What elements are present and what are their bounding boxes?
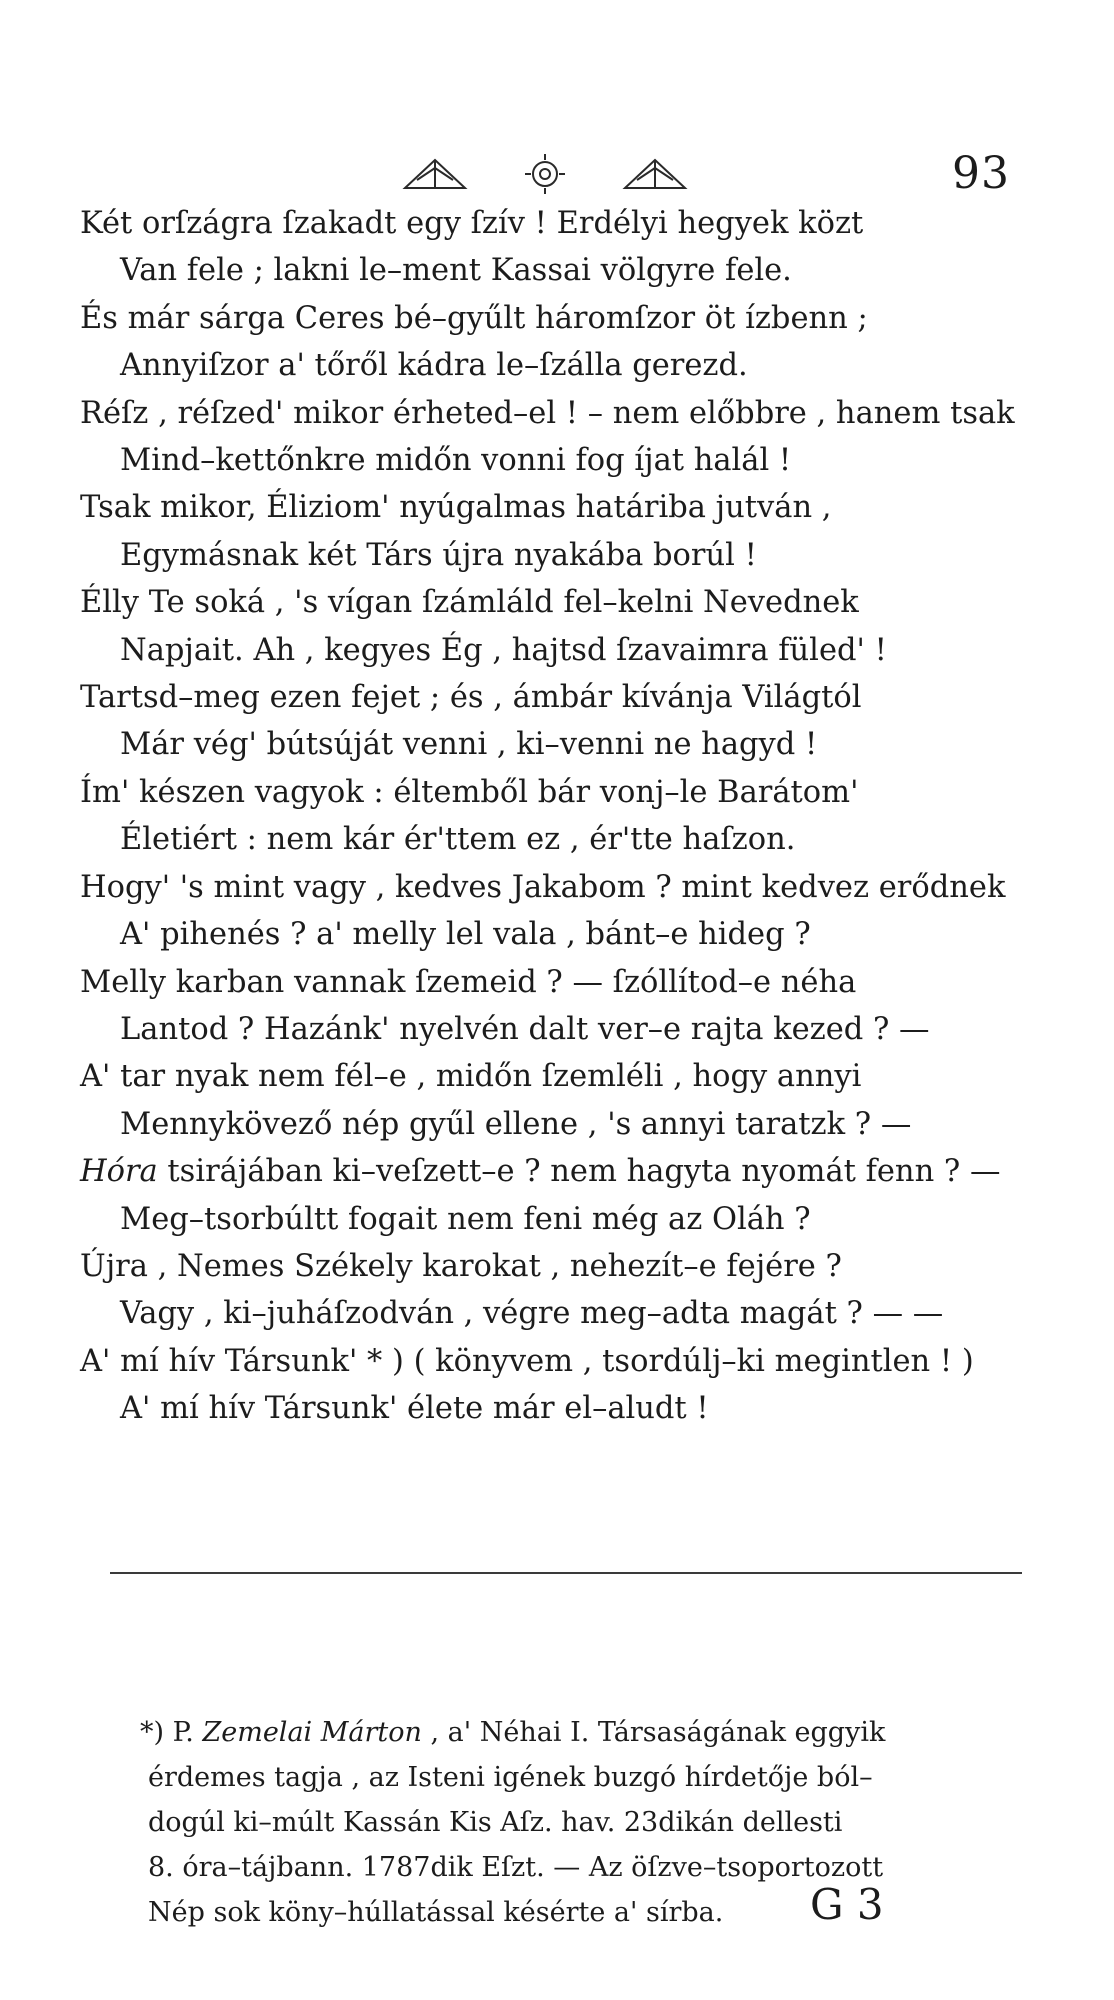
poem-line: Réſz , réſzed' mikor érheted–el ! – nem előbbre , hanem tsak [80, 395, 1015, 431]
poem-line: Élly Te soká , 's vígan ſzámláld fel–kelni Nevednek [80, 585, 859, 621]
poem-line: Hogy' 's mint vagy , kedves Jakabom ? mint kedvez erődnek [80, 869, 1006, 905]
poem-line: Annyiſzor a' tőről kádra le–ſzálla gerezd. [120, 348, 748, 384]
poem-line: Melly karban vannak ſzemeid ? — ſzóllítod–e néha [80, 964, 857, 1000]
poem-line: Van fele ; lakni le–ment Kassai völgyre fele. [120, 253, 792, 289]
poem-line: Tartsd–meg ezen fejet ; és , ámbár kívánja Világtól [80, 680, 862, 716]
poem-line: Meg–tsorbúltt fogait nem feni még az Oláh ? [120, 1201, 811, 1237]
poem-line: Életiért : nem kár ér'ttem ez , ér'tte haſzon. [120, 822, 796, 858]
footnote-line: érdemes tagja , az Isteni igének buzgó hírdetője ból– [148, 1762, 873, 1793]
footnote-line: Nép sok köny–húllatással késérte a' sírba. [148, 1897, 724, 1928]
poem-line: És már sárga Ceres bé–gyűlt háromſzor öt ízbenn ; [80, 300, 868, 336]
footnote-divider [110, 1572, 1022, 1574]
poem-line: Újra , Nemes Székely karokat , nehezít–e fejére ? [80, 1248, 842, 1284]
poem-line: Mennykövező nép gyűl ellene , 's annyi taratzk ? — [120, 1106, 912, 1142]
poem-body [80, 200, 1080, 1433]
poem-line: Hóra tsirájában ki–veſzett–e ? nem hagyta nyomát fenn ? — [80, 1154, 1001, 1190]
poem-line: A' mí hív Társunk' * ) ( könyvem , tsordúlj–ki megintlen ! ) [80, 1343, 974, 1379]
poem-line: Egymásnak két Társ újra nyakába borúl ! [120, 537, 757, 573]
poem-line: A' pihenés ? a' melly lel vala , bánt–e hideg ? [120, 917, 811, 953]
footnote [140, 1710, 1048, 1935]
poem-line: Vagy , ki–juháſzodván , végre meg–adta magát ? — — [120, 1296, 944, 1332]
poem-line: A' mí hív Társunk' élete már el–aludt ! [120, 1391, 709, 1427]
poem-line: Két orſzágra ſzakadt egy ſzív ! Erdélyi hegyek közt [80, 206, 864, 241]
poem-line: Napjait. Ah , kegyes Ég , hajtsd ſzavaimra füled' ! [120, 632, 887, 668]
italic-name: Zemelai Márton [202, 1717, 422, 1748]
poem-line: Mind–kettőnkre midőn vonni fog íjat halál ! [120, 443, 792, 479]
footnote-line: 8. óra–tájbann. 1787dik Eſzt. — Az öſzve–tsoportozott [148, 1852, 884, 1883]
signature-mark: G 3 [810, 1880, 884, 1929]
poem-line: Tsak mikor, Éliziom' nyúgalmas határiba jutván , [80, 490, 832, 526]
page-number: 93 [952, 148, 1010, 199]
footnote-line: dogúl ki–múlt Kassán Kis Aſz. hav. 23dikán dellesti [148, 1807, 843, 1838]
poem-line: Lantod ? Hazánk' nyelvén dalt ver–e rajta kezed ? — [120, 1011, 930, 1047]
header-ornament-icon [395, 148, 695, 200]
footnote-line: *) P. Zemelai Márton , a' Néhai I. Társaságának eggyik [140, 1717, 886, 1748]
poem-line: A' tar nyak nem fél–e , midőn ſzemléli , hogy annyi [80, 1059, 862, 1095]
italic-name: Hóra [80, 1154, 158, 1190]
poem-line: Ím' készen vagyok : éltemből bár vonj–le Barátom' [80, 774, 859, 810]
poem-line: Már vég' bútsúját venni , ki–venni ne hagyd ! [120, 727, 818, 763]
